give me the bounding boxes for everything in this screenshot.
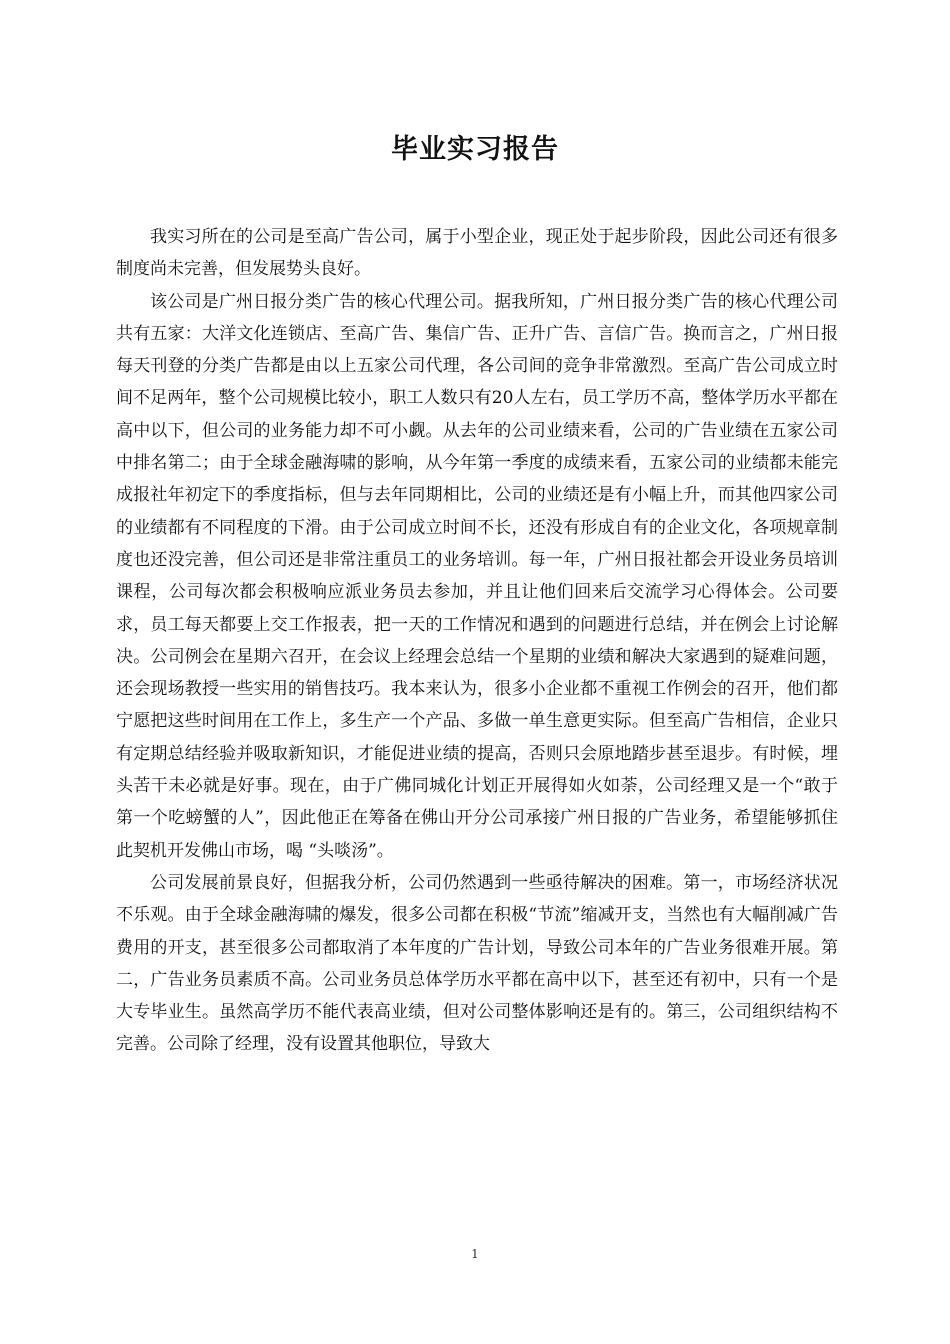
paragraph-company-details: 该公司是广州日报分类广告的核心代理公司。据我所知，广州日报分类广告的核心代理公司共有五家：大洋文化连锁店、至高广告、集信广告、正升广告、言信广告。换而言之，广州日报每天刊登的分类广告都是由以上五家公司代理，各公司间的竞争非常激烈。至高广告公司成立时间不足两年，整个公司规模比较小，职工人数只有20人左右，员工学历不高，整体学历水平都在高中以下，但公司的业务能力却不可小觑。从去年的公司业绩来看，公司的广告业绩在五家公司中排名第二；由于全球金融海啸的影响，从今年第一季度的成绩来看，五家公司的业绩都未能完成报社年初定下的季度指标，但与去年同期相比，公司的业绩还是有小幅上升，而其他四家公司的业绩都有不同程度的下滑。由于公司成立时间不长，还没有形成自有的企业文化，各项规章制度也还没完善，但公司还是非常注重员工的业务培训。每一年，广州日报社都会开设业务员培训课程，公司每次都会积极响应派业务员去参加，并且让他们回来后交流学习心得体会。公司要求，员工每天都要上交工作报表，把一天的工作情况和遇到的问题进行总结，并在例会上讨论解决。公司例会在星期六召开，在会议上经理会总结一个星期的业绩和解决大家遇到的疑难问题，还会现场教授一些实用的销售技巧。我本来认为，很多小企业都不重视工作例会的召开，他们都宁愿把这些时间用在工作上，多生产一个产品、多做一单生意更实际。但至高广告相信，企业只有定期总结经验并吸取新知识，才能促进业绩的提高，否则只会原地踏步甚至退步。有时候，埋头苦干未必就是好事。现在，由于广佛同城化计划正开展得如火如荼，公司经理又是一个“敢于第一个吃螃蟹的人”，因此他正在筹备在佛山开分公司承接广州日报的广告业务，希望能够抓住此契机开发佛山市场，喝 “头啖汤”。: [116, 291, 838, 861]
paragraph-company-intro: 我实习所在的公司是至高广告公司，属于小型企业，现正处于起步阶段，因此公司还有很多制度尚未完善，但发展势头良好。: [116, 227, 838, 280]
document-body: [116, 221, 838, 1061]
page-number: 1: [471, 1247, 479, 1261]
paragraph-company-difficulties: 公司发展前景良好，但据我分析，公司仍然遇到一些亟待解决的困难。第一，市场经济状况不乐观。由于全球金融海啸的爆发，很多公司都在积极“节流”缩减开支，当然也有大幅削减广告费用的开支，甚至很多公司都取消了本年度的广告计划，导致公司本年的广告业务很难开展。第二，广告业务员素质不高。公司业务员总体学历水平都在高中以下，甚至还有初中，只有一个是大专毕业生。虽然高学历不能代表高业绩，但对公司整体影响还是有的。第三，公司组织结构不完善。公司除了经理，没有设置其他职位，导致大: [116, 872, 838, 1055]
document-title: 毕业实习报告: [391, 134, 559, 165]
